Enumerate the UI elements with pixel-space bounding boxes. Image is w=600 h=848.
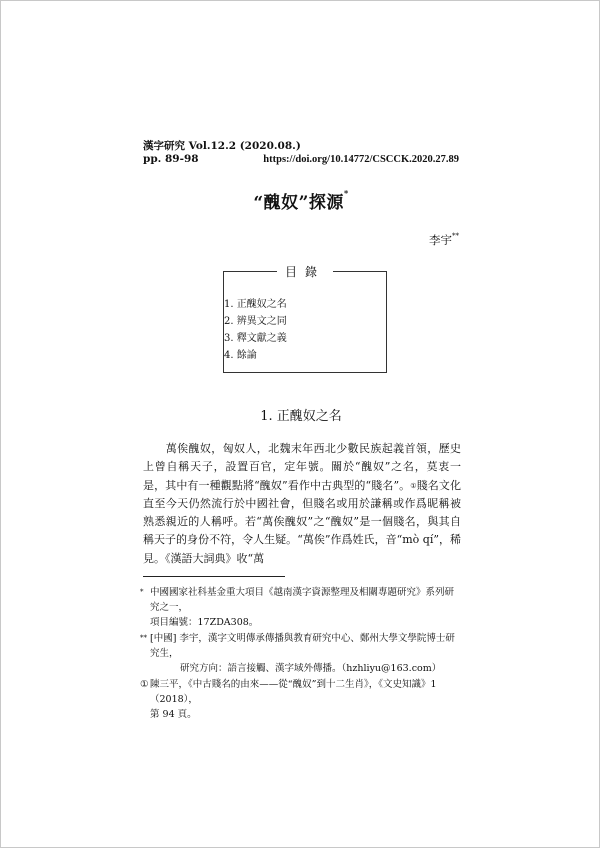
footnote-line: [中國] 李宇，漢字文明傳承傳播與教育研究中心、鄭州大學文學院博士研究生， [150,633,455,659]
footnote-author [140,631,460,676]
title-footnote-mark[interactable]: * [343,188,349,198]
paragraph-text-2: 賤名文化直至今天仍然流行於中國社會，但賤名或用於謙稱或作爲昵稱被熟悉親近的人稱呼。若“萬俟醜奴”之“醜奴”是一個賤名，與其自稱天子的身份不符，令人生疑。“萬俟”作爲姓氏，音“mò qí”，稀見。《漢語大詞典》收“萬 [143,478,462,565]
paragraph-text-1: 萬俟醜奴，匈奴人，北魏末年西北少數民族起義首領，歷史上曾自稱天子，設置百官，定年號。關於“醜奴”之名，莫衷一是，其中有一種觀點將“醜奴”看作中古典型的“賤名”。 [143,442,461,492]
toc-item[interactable]: 3. 釋文獻之義 [224,333,287,344]
table-of-contents [223,265,387,373]
author-name [429,232,459,248]
footnote-line: 項目編號：17ZDA308。 [150,617,259,628]
body-paragraph [143,440,461,568]
footnote-line: 中國國家社科基金重大項目《越南漢字資源整理及相關專題研究》系列研究之一， [150,587,455,613]
author-text: 李宇 [429,233,452,247]
section-heading: 1. 正醜奴之名 [260,409,342,424]
footnote-citation [140,677,460,722]
footnote-line: 陳三平，《中古賤名的由來——從“醜奴”到十二生肖》，《文史知識》1（2018）， [150,679,437,705]
doi-link[interactable]: https://doi.org/10.14772/CSCCK.2020.27.89 [263,154,459,165]
footnote-mark: ** [140,634,147,642]
footnote-ref[interactable]: ① [410,481,417,490]
toc-item[interactable]: 2. 辨異文之同 [224,316,287,327]
toc-item[interactable]: 4. 餘論 [224,350,257,361]
footnote-funding [140,585,460,630]
running-header [143,140,459,166]
footnote-mark: * [140,588,144,596]
title-text: “醜奴”探源 [253,193,344,213]
journal-line [143,140,459,153]
footnote-line: 第 94 頁。 [150,709,197,720]
page-range: pp. 89-98 [143,153,199,165]
toc-title: 目錄 [277,263,333,280]
paper-title [143,188,459,213]
author-footnote-mark[interactable]: ** [452,232,459,240]
footnotes [140,585,460,723]
footnote-mark: ① [140,679,149,690]
footnote-divider [143,576,285,577]
toc-item[interactable]: 1. 正醜奴之名 [224,299,287,310]
journal-name: 漢字研究 Vol.12.2 (2020.08.) [143,140,301,152]
pages-doi-line [143,153,459,166]
toc-list [224,296,287,364]
footnote-line: 研究方向：語言接觸、漢字域外傳播。（hzhliyu@163.com） [180,663,442,674]
